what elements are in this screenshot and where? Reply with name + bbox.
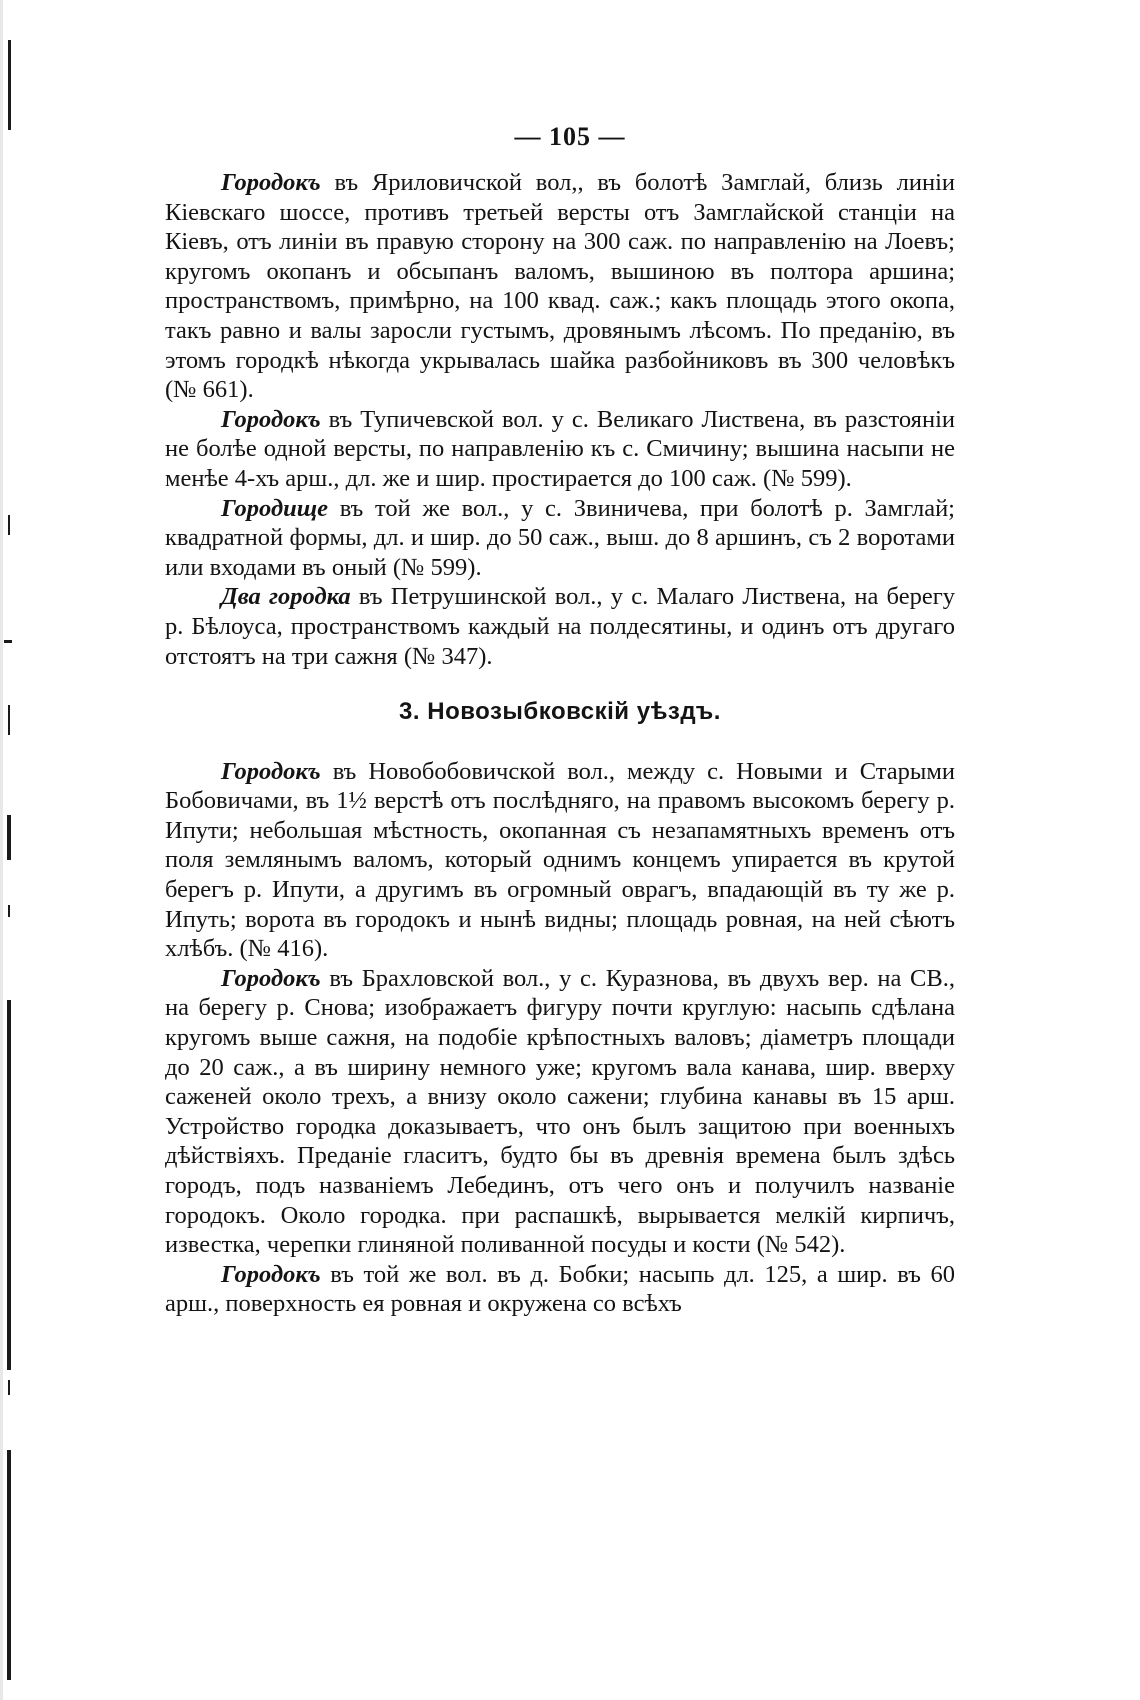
entry-text: въ Петрушинской вол., у с. Малаго Листвена, на берегу р. Бѣлоуса, пространствомъ каждый на полдесятины, и одинъ отъ другаго отстоятъ на три сажня (№ 347).: [165, 583, 955, 670]
margin-mark: [8, 1380, 10, 1395]
margin-mark: [8, 705, 10, 735]
entry-text: въ Брахловской вол., у с. Куразнова, въ двухъ вер. на СВ., на берегу р. Снова; изображаетъ фигуру почти круглую: насыпь сдѣлана кругомъ выше сажня, на подобіе крѣпостныхъ валовъ; діаметръ площади до 20 саж., а въ ширину немного уже; кругомъ вала канава, шир. вверху саженей около трехъ, а внизу около сажени; глубина канавы въ 15 арш. Устройство городка доказываетъ, что онъ былъ защитою при военныхъ дѣйствіяхъ. Преданіе гласитъ, будто бы въ древнія времена былъ здѣсь городъ, подъ названіемъ Лебединъ, отъ чего онъ и получилъ названіе городокъ. Около городка. при распашкѣ, вырывается мелкій кирпичъ, известка, черепки глиняной поливанной посуды и кости (№ 542).: [165, 964, 955, 1259]
paragraph: [165, 168, 955, 405]
entry-title: Городокъ: [221, 405, 321, 433]
entry-text: въ той же вол. въ д. Бобки; насыпь дл. 125, а шир. въ 60 арш., поверхность ея ровная и окружена со всѣхъ: [165, 1260, 955, 1318]
entry-text: въ Новобобовичской вол., между с. Новыми и Старыми Бобовичами, въ 1½ верстѣ отъ послѣдняго, на правомъ высокомъ берегу р. Ипути; небольшая мѣстность, окопанная съ незапамятныхъ временъ отъ поля землянымъ валомъ, который однимъ концемъ упирается въ крутой берегъ р. Ипути, а другимъ въ огромный оврагъ, впадающій въ ту же р. Ипуть; ворота въ городокъ и нынѣ видны; площадь ровная, на ней сѣютъ хлѣбъ. (№ 416).: [165, 757, 955, 963]
scan-edge-shadow: [0, 0, 3, 1700]
entry-title: Городище: [221, 494, 329, 522]
paragraph: [165, 757, 955, 964]
paragraph: [165, 964, 955, 1260]
entry-text: въ Тупичевской вол. у с. Великаго Листвена, въ разстояніи не болѣе одной версты, по направленію къ с. Смичину; вышина насыпи не менѣе 4-хъ арш., дл. же и шир. простирается до 100 саж. (№ 599).: [165, 405, 955, 492]
margin-mark: [7, 815, 11, 860]
entry-text: въ той же вол., у с. Звиничева, при болотѣ р. Замглай; квадратной формы, дл. и шир. до 50 саж., выш. до 8 аршинъ, съ 2 воротами или входами въ оный (№ 599).: [165, 494, 955, 581]
entry-title: Городокъ: [221, 757, 321, 785]
paragraph: [165, 405, 955, 494]
margin-mark: [8, 515, 10, 535]
section-heading: 3. Новозыбковскій уѣздъ.: [399, 698, 721, 726]
paragraph: [165, 582, 955, 671]
entry-title: Городокъ: [221, 964, 321, 992]
entry-title: Городокъ: [221, 169, 321, 196]
paragraph: [165, 494, 955, 583]
margin-mark: [8, 40, 11, 130]
margin-mark: [7, 1450, 11, 1680]
paragraph: [165, 1260, 955, 1319]
body-text: [165, 168, 955, 1319]
margin-mark: [4, 640, 12, 643]
entry-title: Два городка: [221, 583, 351, 611]
entry-title: Городокъ: [221, 1260, 321, 1288]
margin-mark: [7, 1000, 11, 1370]
page-number: — 105 —: [514, 122, 626, 151]
margin-mark: [8, 905, 10, 917]
entry-text: въ Яриловичской вол,, въ болотѣ Замглай, близь линіи Кіевскаго шоссе, противъ третьей версты отъ Замглайской станціи на Кіевъ, отъ линіи въ правую сторону на 300 саж. по направленію на Лоевъ; кругомъ окопанъ и обсыпанъ валомъ, вышиною въ полтора аршина; пространствомъ, примѣрно, на 100 квад. саж.; какъ площадь этого окопа, такъ равно и валы заросли густымъ, дровянымъ лѣсомъ. По преданію, въ этомъ городкѣ нѣкогда укрывалась шайка разбойниковъ въ 300 человѣкъ (№ 661).: [165, 169, 955, 404]
